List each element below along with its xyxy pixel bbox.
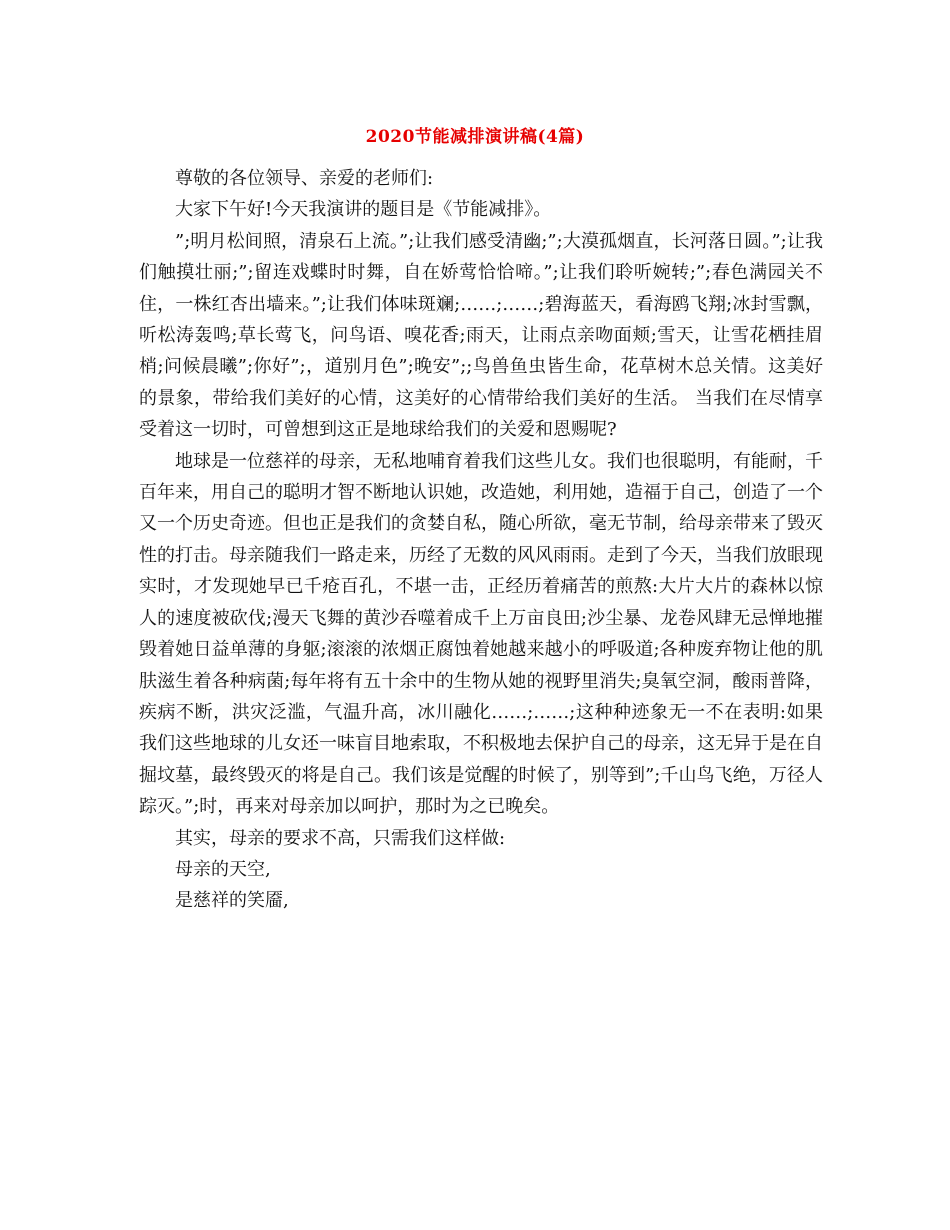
- document-body: [139, 163, 823, 917]
- paragraph-request: 其实，母亲的要求不高，只需我们这样做:: [175, 827, 506, 849]
- paragraph-opening: 大家下午好!今天我演讲的题目是《节能减排》。: [175, 199, 552, 221]
- poem-line-2: 是慈祥的笑靥,: [175, 890, 289, 912]
- paragraph-nature: ”;明月松间照，清泉石上流。”;让我们感受清幽;”;大漠孤烟直，长河落日圆。”;让我们触摸壮丽;”;留连戏蝶时时舞，自在娇莺恰恰啼。”;让我们聆听婉转;”;春色满园关不住，一株红杏出墙来。”;让我们体味斑斓;……;……;碧海蓝天，看海鸥飞翔;冰封雪飘，听松涛轰鸣;草长莺飞，问鸟语、嗅花香;雨天，让雨点亲吻面颊;雪天，让雪花栖挂眉梢;问候晨曦”;你好”;，道别月色”;晚安”;;鸟兽鱼虫皆生命，花草树木总关情。这美好的景象，带给我们美好的心情，这美好的心情带给我们美好的生活。 当我们在尽情享受着这一切时，可曾想到这正是地球给我们的关爱和恩赐呢?: [139, 230, 823, 441]
- poem-line-1: 母亲的天空,: [175, 858, 271, 880]
- document-title: 2020节能减排演讲稿(4篇): [365, 127, 585, 147]
- paragraph-earth-mother: 地球是一位慈祥的母亲，无私地哺育着我们这些儿女。我们也很聪明，有能耐，千百年来，用自己的聪明才智不断地认识她，改造她，利用她，造福于自己，创造了一个又一个历史奇迹。但也正是我们的贪婪自私，随心所欲，毫无节制，给母亲带来了毁灭性的打击。母亲随我们一路走来，历经了无数的风风雨雨。走到了今天，当我们放眼现实时，才发现她早已千疮百孔，不堪一击，正经历着痛苦的煎熬:大片大片的森林以惊人的速度被砍伐;漫天飞舞的黄沙吞噬着成千上万亩良田;沙尘暴、龙卷风肆无忌惮地摧毁着她日益单薄的身躯;滚滚的浓烟正腐蚀着她越来越小的呼吸道;各种废弃物让他的肌肤滋生着各种病菌;每年将有五十余中的生物从她的视野里消失;臭氧空洞，酸雨普降，疾病不断，洪灾泛滥，气温升高，冰川融化……;……;这种种迹象无一不在表明:如果我们这些地球的儿女还一味盲目地索取，不积极地去保护自己的母亲，这无异于是在自掘坟墓，最终毁灭的将是自己。我们该是觉醒的时候了，别等到”;千山鸟飞绝，万径人踪灭。”;时，再来对母亲加以呵护，那时为之已晚矣。: [139, 450, 823, 818]
- paragraph-greeting: 尊敬的各位领导、亲爱的老师们:: [175, 168, 434, 189]
